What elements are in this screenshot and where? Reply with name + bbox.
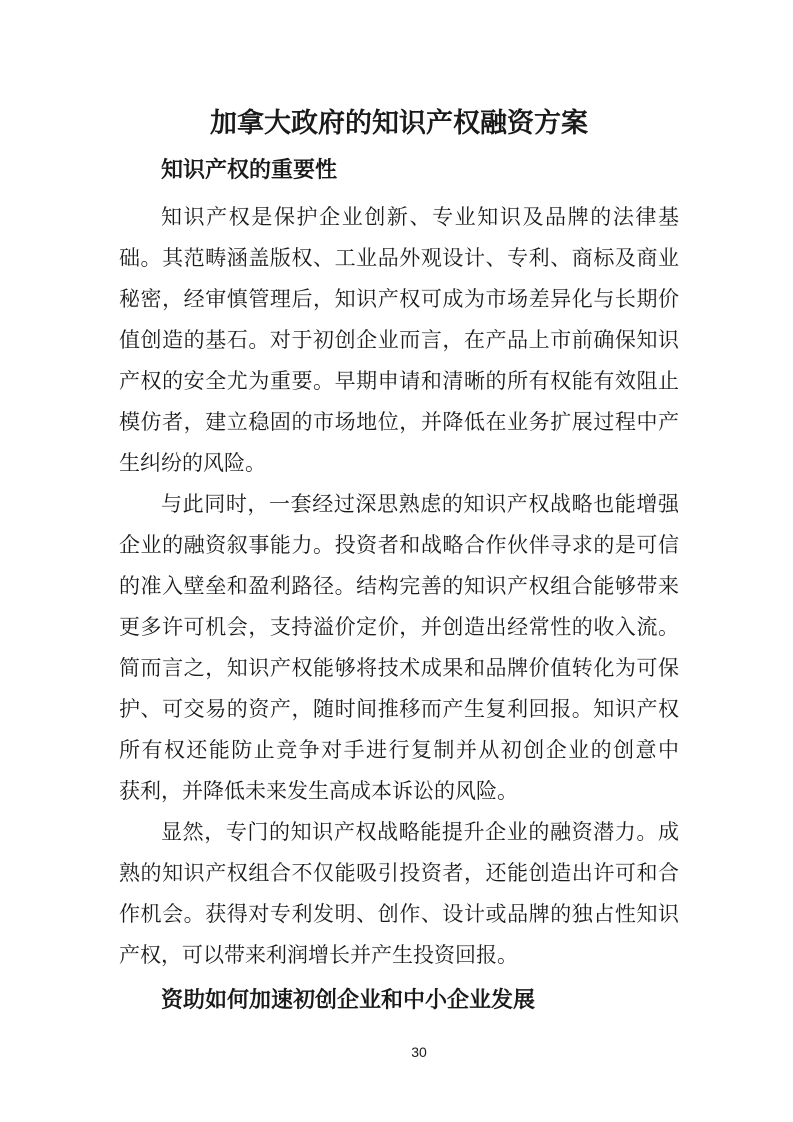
text-line: 护、可交易的资产，随时间推移而产生复利回报。知识产权: [119, 697, 679, 721]
text-line: 秘密，经审慎管理后，知识产权可成为市场差异化与长期价: [119, 287, 679, 311]
text-line: 的准入壁垒和盈利路径。结构完善的知识产权组合能够带来: [119, 574, 679, 598]
text-line: 作机会。获得对专利发明、创作、设计或品牌的独占性知识: [119, 902, 679, 926]
text-line: 显然，专门的知识产权战略能提升企业的融资潜力。成: [161, 820, 679, 844]
text-line: 产权的安全尤为重要。早期申请和清晰的所有权能有效阻止: [119, 369, 679, 393]
text-line: 础。其范畴涵盖版权、工业品外观设计、专利、商标及商业: [119, 246, 679, 270]
text-line: 简而言之，知识产权能够将技术成果和品牌价值转化为可保: [119, 656, 679, 680]
section-heading-funding: 资助如何加速初创企业和中小企业发展: [161, 987, 536, 1012]
text-line: 更多许可机会，支持溢价定价，并创造出经常性的收入流。: [119, 615, 679, 639]
paragraph-1: [119, 197, 679, 484]
page-number: 30: [411, 1044, 427, 1060]
text-line: 熟的知识产权组合不仅能吸引投资者，还能创造出许可和合: [119, 861, 679, 885]
text-line: 产权，可以带来利润增长并产生投资回报。: [119, 943, 518, 967]
text-line: 获利，并降低未来发生高成本诉讼的风险。: [119, 779, 518, 803]
text-line: 知识产权是保护企业创新、专业知识及品牌的法律基: [161, 205, 679, 229]
text-line: 生纠纷的风险。: [119, 451, 266, 475]
text-line: 模仿者，建立稳固的市场地位，并降低在业务扩展过程中产: [119, 410, 679, 434]
text-line: 所有权还能防止竞争对手进行复制并从初创企业的创意中: [119, 738, 679, 762]
text-line: 企业的融资叙事能力。投资者和战略合作伙伴寻求的是可信: [119, 533, 679, 557]
paragraph-3: [119, 812, 679, 976]
document-body: [119, 197, 679, 976]
text-line: 与此同时，一套经过深思熟虑的知识产权战略也能增强: [161, 492, 679, 516]
document-title: 加拿大政府的知识产权融资方案: [210, 108, 588, 138]
section-heading-importance: 知识产权的重要性: [161, 157, 338, 182]
text-line: 值创造的基石。对于初创企业而言，在产品上市前确保知识: [119, 328, 679, 352]
paragraph-2: [119, 484, 679, 812]
